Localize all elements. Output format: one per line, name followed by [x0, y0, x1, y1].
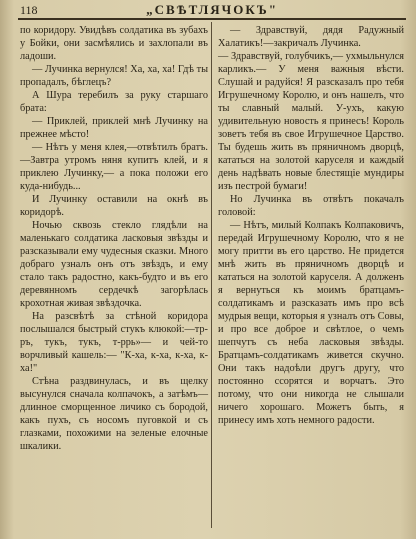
left-column — [20, 24, 208, 453]
paragraph: — Нѣтъ, милый Колпакъ Колпаковичъ, передай Игрушечному Королю, что я не могу притти въ его царство. Не придется мнѣ жить въ пряничномъ дворцѣ и кататься на золотой каруселя. А долженъ я вернуться къ моимъ братцамъ-солдатикамъ и разсказать имъ про всѣ мудрыя вещи, которыя я узналъ отъ Совы, и про все доброе и свѣтлое, о чемъ шепчутъ съ неба ласковыя звѣзды. Братцамъ-солдатикамъ живется скучно. Они такъ надоѣли другъ другу, что постоянно ссорятся и ворчатъ. Это потому, что они никогда не слышали ничего хорошаго. Можетъ быть, я принесу имъ хоть немного радости. — [218, 220, 404, 426]
column-divider — [211, 22, 212, 528]
running-title: „СВѢТЛЯЧОКЪ" — [146, 2, 278, 17]
paragraph: — Здравствуй, голубчикъ,— ухмыльнулся карликъ.— У меня важныя вѣсти. Слушай и радуйся! Я разсказалъ про тебя Игрушечному Королю, и онъ нашелъ, что ты славный малый. У-ухъ, какую удивительную новость я принесъ! Король зоветъ тебя въ свое Игрушечное Царство. Ты будешь жить въ пряничномъ дворцѣ, кататься на золотой каруселя и каждый день надѣвать новые блестящіе мундиры изъ пестрой бумаги! — [218, 51, 404, 192]
paragraph: На разсвѣтѣ за стѣной коридора послышался быстрый стукъ клюкой:—тр-ръ, тукъ, тукъ, т-ррь»— и чей-то ворчливый кашель:— "К-ха, к-ха, к-ха, к-ха!" — [20, 311, 208, 374]
header-rule — [18, 18, 406, 20]
right-column — [218, 24, 404, 427]
paragraph: Стѣна раздвинулась, и въ щелку высунулся сначала колпачокъ, а затѣмъ—длинное сморщенное личико съ бородой, какъ пухъ, съ носомъ пуговкой и съ глазками, похожими на зеленые елочные шкалики. — [20, 376, 208, 452]
paragraph: — Здравствуй, дядя Радужный Халатикъ!—закричалъ Лучинка. — [218, 25, 404, 49]
paragraph: И Лучинку оставили на окнѣ въ коридорѣ. — [20, 194, 208, 218]
paragraph: — Приклей, приклей мнѣ Лучинку на прежнее мѣсто! — [20, 116, 208, 140]
paragraph: Но Лучинка въ отвѣтъ покачалъ головой: — [218, 194, 404, 218]
page-number: 118 — [20, 3, 38, 17]
paragraph: — Нѣтъ у меня клея,—отвѣтилъ братъ.—Завтра утромъ няня купитъ клей, и я приклею Лучинку,— а пока положи его куда-нибудь... — [20, 142, 208, 192]
paragraph: — Лучинка вернулся! Ха, ха, ха! Гдѣ ты пропадалъ, бѣглецъ? — [20, 64, 208, 88]
page-header — [18, 2, 406, 18]
paragraph: по коридору. Увидѣвъ солдатика въ зубахъ у Бойки, они засмѣялись и захлопали въ ладоши. — [20, 25, 208, 62]
paragraph: Ночью сквозь стекло глядѣли на маленькаго солдатика ласковыя звѣзды и разсказывали ему чудесныя сказки. Много добраго узналъ онъ отъ звѣздъ, и ему стало такъ радостно, какъ-будто и въ его деревянномъ сердечкѣ загорѣлась крохотная живая звѣздочка. — [20, 220, 208, 309]
paragraph: А Шура теребилъ за руку старшаго брата: — [20, 90, 208, 114]
